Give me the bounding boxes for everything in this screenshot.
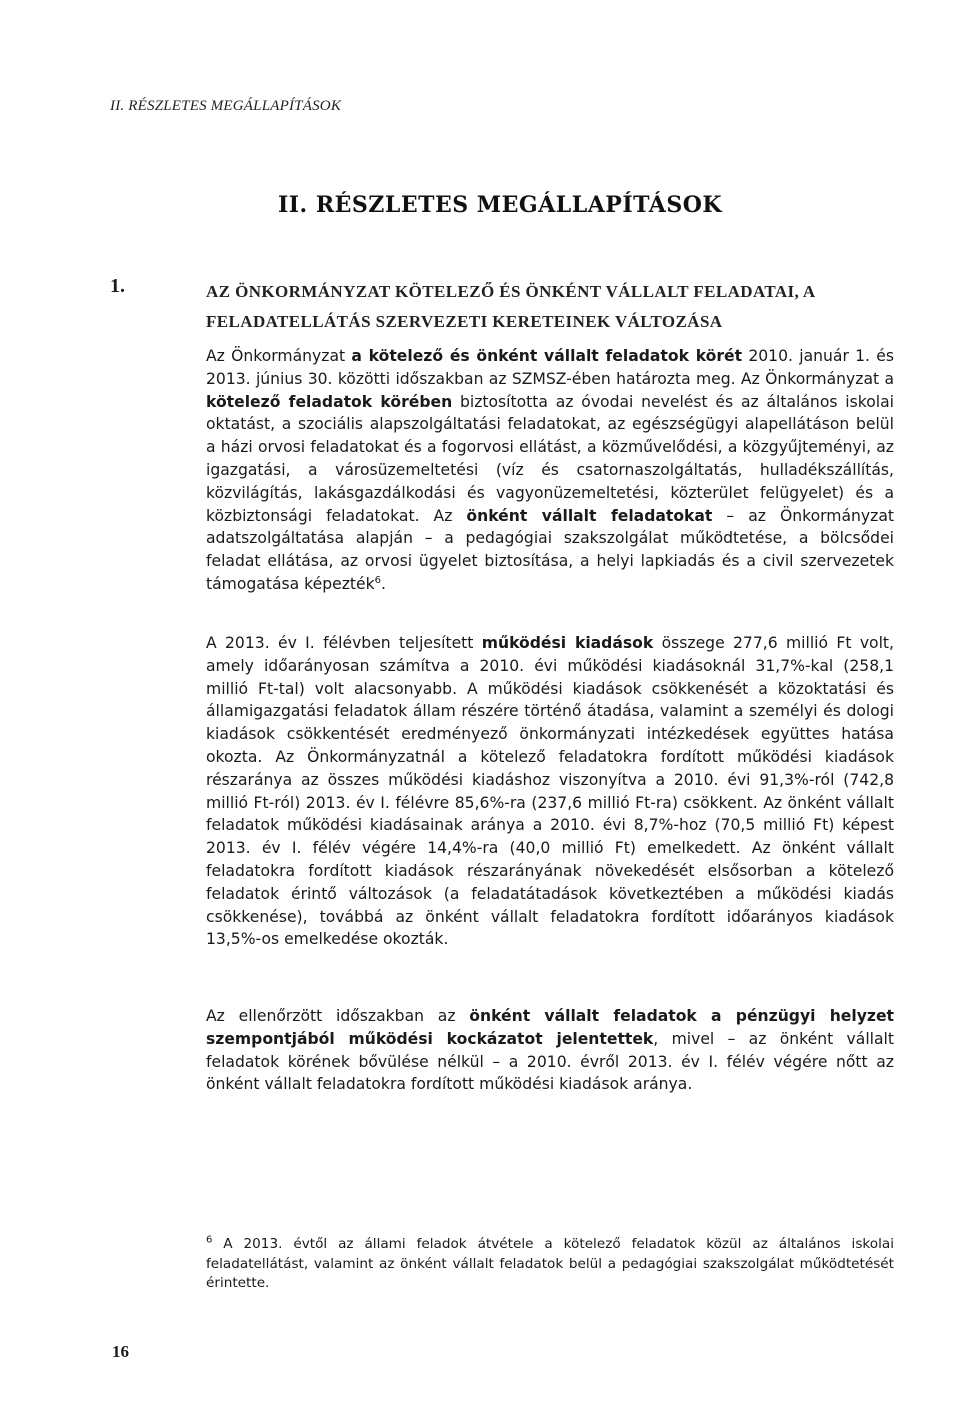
- footnote-number: 6: [206, 1234, 213, 1246]
- running-header: II. RÉSZLETES MEGÁLLAPÍTÁSOK: [110, 98, 342, 114]
- paragraph-mukodesi-kiadasok: [206, 632, 894, 951]
- paragraph-feladatok: [206, 345, 894, 596]
- footnote-text: A 2013. évtől az állami feladok átvétele a kötelező feladatok közül az általános iskolai feladatellátást, valamint az önként vállalt feladatok belül a pedagógiai szakszolgálat működtetését érintette.: [206, 1236, 894, 1291]
- text-run: Az ellenőrzött időszakban az: [206, 1007, 470, 1025]
- section-number: 1.: [110, 275, 125, 297]
- paragraph-kockazat: [206, 1005, 894, 1096]
- text-run: – az Önkormányzat adatszolgáltatása alapján – a pedagógiai szakszolgálat működtetése, a bölcsődei feladat ellátása, az orvosi ügyelet biztosítása, a helyi lapkiadás és a civil szervezetek támogatása képezték: [206, 506, 894, 593]
- footnote-reference[interactable]: 6: [374, 574, 382, 586]
- text-run: biztosította az óvodai nevelést és az általános iskolai oktatást, a szociális alapszolgáltatási feladatokat, az egészségügyi alapellátáson belül a házi orvosi feladatokat és a fogorvosi ellátást, a közművelődési, a közgyűjteményi, az igazgatási, a városüzemeltetési (víz és csatornaszolgáltatás, hulladékszállítás, közvilágítás, lakásgazdálkodási és vagyonüzemeltetési, közterület felügyelet) és a közbiztonsági feladatokat. Az: [206, 392, 894, 525]
- text-run: összege 277,6 millió Ft volt, amely időarányosan számítva a 2010. évi működési kiadásoknál 31,7%-kal (258,1 millió Ft-tal) volt alacsonyabb. A működési kiadások csökkenését a közoktatási és államigazgatási feladatok állam részére történő átadása, valamint a személyi és dologi kiadások csökkentését eredményező önkormányzati intézkedések együttes hatása okozta. Az Önkormányzatnál a kötelező feladatokra fordított működési kiadások részaránya az összes működési kiadáshoz viszonyítva a 2010. évi 91,3%-ról (742,8 millió Ft-ról) 2013. év I. félévre 85,6%-ra (237,6 millió Ft-ra) csökkent. Az önként vállalt feladatok működési kiadásainak aránya a 2010. évi 8,7%-hoz (70,5 millió Ft) képest 2013. év I. félév végére 14,4%-ra (40,0 millió Ft) emelkedett. Az önként vállalt feladatokra fordított kiadások részarányának növekedését elsősorban a kötelező feladatok érintő változások (a feladatátadások következtében a működési kiadás csökkenése), továbbá az önként vállalt feladatokra fordított időarányos kiadások 13,5%-os emelkedése okozták.: [206, 634, 894, 949]
- section-title: AZ ÖNKORMÁNYZAT KÖTELEZŐ ÉS ÖNKÉNT VÁLLALT FELADATAI, A FELADATELLÁTÁS SZERVEZETI KERETEINEK VÁLTOZÁSA: [206, 282, 815, 331]
- bold-run: önként vállalt feladatokat: [466, 506, 713, 525]
- footnote: [206, 1235, 894, 1294]
- text-run: , mivel – az önként vállalt feladatok körének bővülése nélkül – a 2010. évről 2013. év I. félév végére nőtt az önként vállalt feladatokra fordított működési kiadások aránya.: [206, 1029, 894, 1094]
- bold-run: kötelező feladatok körében: [206, 392, 453, 411]
- text-run: .: [381, 574, 386, 593]
- bold-run: működési kiadások: [481, 634, 654, 652]
- bold-run: önként vállalt feladatok a pénzügyi helyzet szempontjából működési kockázatot jelentettek: [206, 1007, 894, 1048]
- text-run: A 2013. év I. félévben teljesített: [206, 634, 482, 652]
- text-run: 2010. január 1. és 2013. június 30. közötti időszakban az SZMSZ-ében határozta meg. Az Önkormányzat a: [206, 347, 895, 388]
- page-number: 16: [112, 1342, 129, 1361]
- text-run: Az Önkormányzat: [206, 347, 352, 365]
- chapter-title: II. RÉSZLETES MEGÁLLAPÍTÁSOK: [277, 192, 723, 218]
- bold-run: a kötelező és önként vállalt feladatok körét: [351, 347, 743, 365]
